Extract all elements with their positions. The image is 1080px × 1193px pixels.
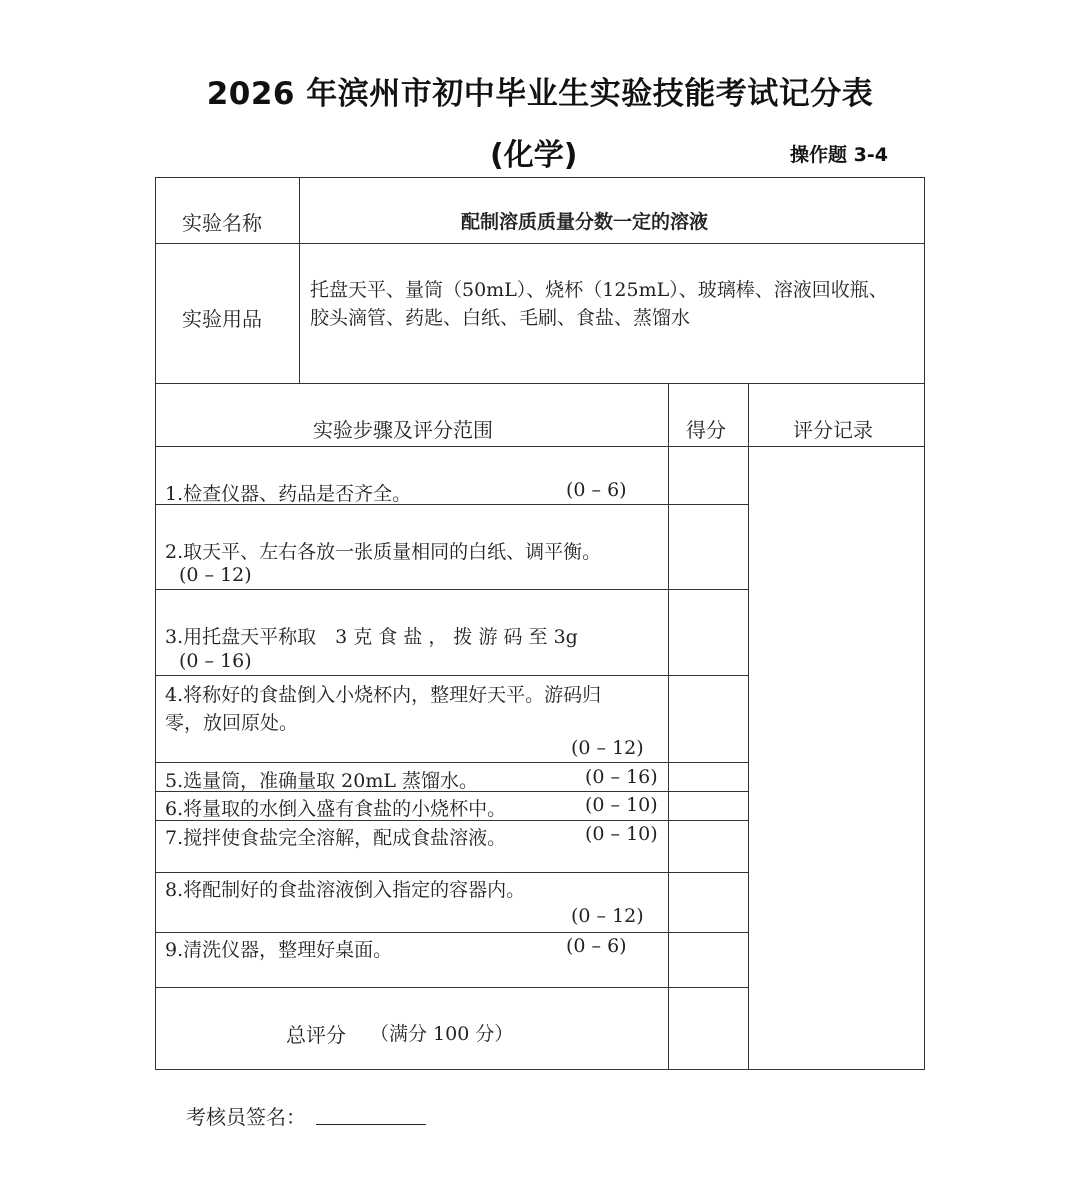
step-text: 零，放回原处。 <box>165 712 299 734</box>
step-text: 8.将配制好的食盐溶液倒入指定的容器内。 <box>165 879 526 901</box>
step-text: 9.清洗仪器，整理好桌面。 <box>165 939 393 961</box>
step-range: (0 – 12) <box>571 737 644 759</box>
examiner-signature-label: 考核员签名： <box>186 1105 306 1129</box>
examiner-signature-field[interactable] <box>316 1124 426 1125</box>
row-line <box>155 987 749 988</box>
step-text: 5.选量筒，准确量取 20mL 蒸馏水。 <box>165 770 479 792</box>
table-border-left <box>155 177 156 1070</box>
steps-score-divider <box>668 383 669 1070</box>
step-text: 7.搅拌使食盐完全溶解，配成食盐溶液。 <box>165 827 507 849</box>
score-record-divider <box>748 383 749 1070</box>
step-range: (0 – 6) <box>566 935 627 957</box>
record-column-header: 评分记录 <box>793 418 873 442</box>
step-text: 4.将称好的食盐倒入小烧杯内，整理好天平。游码归 <box>165 684 602 706</box>
step-range: (0 – 16) <box>585 766 658 788</box>
row-line <box>155 762 749 763</box>
step-text: 1.检查仪器、药品是否齐全。 <box>165 483 412 505</box>
experiment-name-label: 实验名称 <box>182 211 262 235</box>
total-score-label: 总评分 <box>286 1023 346 1047</box>
step-text: 6.将量取的水倒入盛有食盐的小烧杯中。 <box>165 798 507 820</box>
row-line <box>155 589 749 590</box>
experiment-name-value: 配制溶质质量分数一定的溶液 <box>461 211 709 233</box>
page-title: 2026 年滨州市初中毕业生实验技能考试记分表 <box>206 76 874 112</box>
row-line <box>155 675 749 676</box>
step-range: (0 – 12) <box>179 564 252 586</box>
total-score-note: （满分 100 分） <box>370 1023 514 1045</box>
step-range: (0 – 16) <box>179 650 252 672</box>
step-text: 3.用托盘天平称取 3 克 食 盐 ， 拨 游 码 至 3g <box>165 626 578 648</box>
steps-column-header: 实验步骤及评分范围 <box>313 418 493 442</box>
subject-label: (化学) <box>490 138 578 173</box>
table-border-right <box>924 177 925 1070</box>
materials-line-1: 托盘天平、量筒（50mL）、烧杯（125mL）、玻璃棒、溶液回收瓶、 <box>310 279 888 301</box>
materials-line-2: 胶头滴管、药匙、白纸、毛刷、食盐、蒸馏水 <box>310 307 691 329</box>
step-range: (0 – 12) <box>571 905 644 927</box>
question-number: 操作题 3-4 <box>790 144 888 166</box>
step-text: 2.取天平、左右各放一张质量相同的白纸、调平衡。 <box>165 541 602 563</box>
score-table <box>155 177 925 1070</box>
row-line <box>155 932 749 933</box>
row-line <box>155 243 925 244</box>
row-line <box>155 446 925 447</box>
row-line <box>155 383 925 384</box>
score-column-header: 得分 <box>686 418 726 442</box>
step-range: (0 – 10) <box>585 823 658 845</box>
materials-label: 实验用品 <box>182 307 262 331</box>
info-divider <box>299 177 300 383</box>
step-range: (0 – 6) <box>566 479 627 501</box>
table-border-bottom <box>155 1069 925 1070</box>
row-line <box>155 872 749 873</box>
step-range: (0 – 10) <box>585 794 658 816</box>
table-border-top <box>155 177 925 178</box>
